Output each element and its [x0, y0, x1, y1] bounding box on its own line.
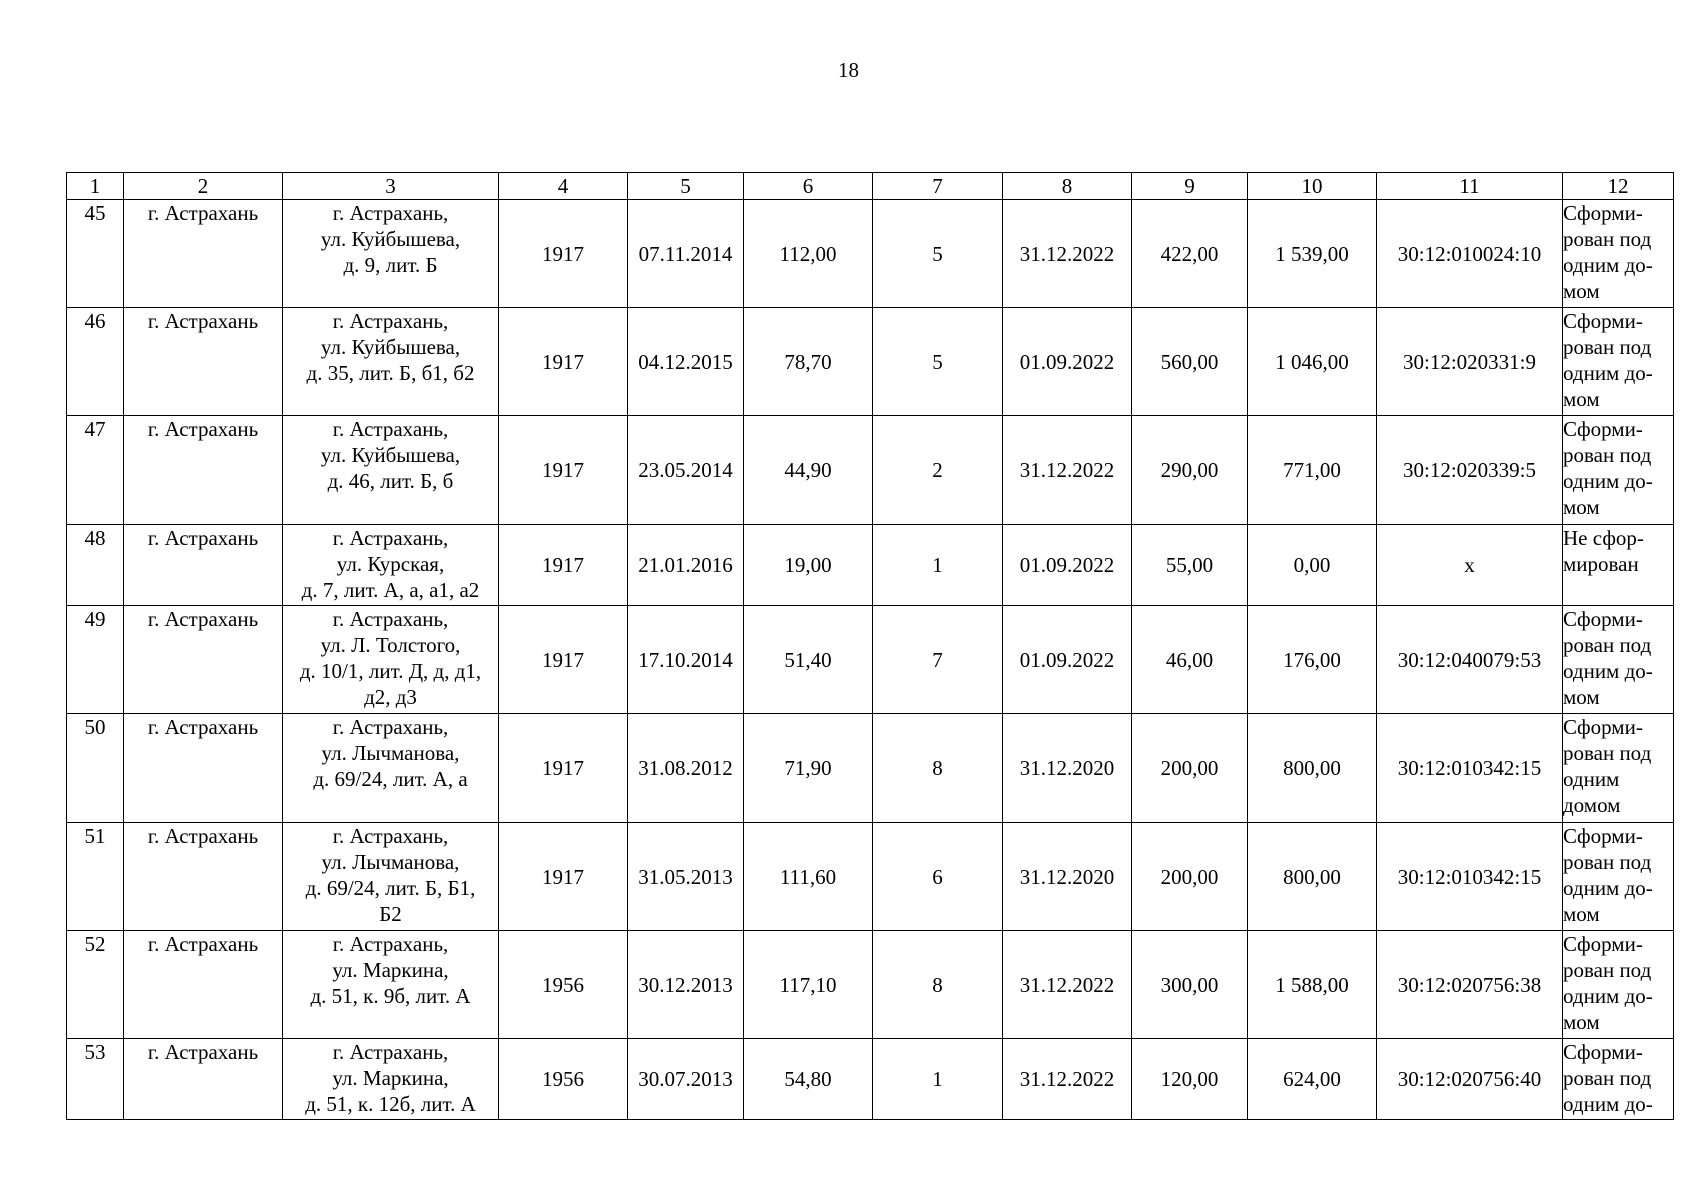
- cell-date: 31.08.2012: [628, 714, 744, 823]
- cell-row-number: 49: [67, 606, 124, 714]
- cell-area: 111,60: [744, 823, 873, 931]
- cell-note: Сформи- рован под одним до-: [1563, 1039, 1674, 1120]
- cell-address: [283, 525, 499, 606]
- cell-count: 5: [873, 200, 1003, 308]
- cell-note: Сформи- рован под одним до- мом: [1563, 308, 1674, 416]
- table-row: [67, 714, 1674, 823]
- cell-city: г. Астрахань: [124, 416, 283, 525]
- cell-cadastral-number: 30:12:020756:40: [1377, 1039, 1563, 1120]
- cell-year: 1956: [499, 931, 628, 1039]
- cell-column-10: 800,00: [1248, 714, 1377, 823]
- cell-row-number: 47: [67, 416, 124, 525]
- cell-column-9: 200,00: [1132, 823, 1248, 931]
- address-text: г. Астрахань, ул. Лычманова, д. 69/24, лит. А, а: [313, 715, 468, 791]
- cell-row-number: 53: [67, 1039, 124, 1120]
- cell-area: 112,00: [744, 200, 873, 308]
- column-header: 4: [499, 173, 628, 200]
- cell-deadline: 31.12.2020: [1003, 823, 1132, 931]
- cell-count: 5: [873, 308, 1003, 416]
- cell-deadline: 31.12.2020: [1003, 714, 1132, 823]
- column-header: 7: [873, 173, 1003, 200]
- table-row: [67, 606, 1674, 714]
- cell-cadastral-number: 30:12:010024:10: [1377, 200, 1563, 308]
- cell-year: 1917: [499, 200, 628, 308]
- cell-date: 30.07.2013: [628, 1039, 744, 1120]
- cell-cadastral-number: 30:12:020331:9: [1377, 308, 1563, 416]
- address-text: г. Астрахань, ул. Лычманова, д. 69/24, лит. Б, Б1, Б2: [305, 824, 476, 926]
- cell-city: г. Астрахань: [124, 308, 283, 416]
- address-text: г. Астрахань, ул. Л. Толстого, д. 10/1, лит. Д, д, д1, д2, д3: [299, 607, 482, 709]
- cell-count: 1: [873, 525, 1003, 606]
- cell-deadline: 31.12.2022: [1003, 416, 1132, 525]
- cell-column-10: 1 539,00: [1248, 200, 1377, 308]
- housing-registry-table: [66, 172, 1674, 1120]
- cell-cadastral-number: 30:12:040079:53: [1377, 606, 1563, 714]
- cell-column-10: 1 588,00: [1248, 931, 1377, 1039]
- cell-count: 8: [873, 931, 1003, 1039]
- table-row: [67, 200, 1674, 308]
- column-header: 6: [744, 173, 873, 200]
- column-header: 5: [628, 173, 744, 200]
- cell-address: [283, 606, 499, 714]
- cell-column-10: 800,00: [1248, 823, 1377, 931]
- table-row: [67, 416, 1674, 525]
- cell-address: [283, 200, 499, 308]
- table-row: [67, 823, 1674, 931]
- address-text: г. Астрахань, ул. Курская, д. 7, лит. А, а, а1, а2: [301, 526, 480, 602]
- cell-column-10: 0,00: [1248, 525, 1377, 606]
- cell-city: г. Астрахань: [124, 931, 283, 1039]
- cell-column-10: 771,00: [1248, 416, 1377, 525]
- column-header: 1: [67, 173, 124, 200]
- address-text: г. Астрахань, ул. Маркина, д. 51, к. 9б, лит. А: [310, 932, 471, 1008]
- cell-city: г. Астрахань: [124, 823, 283, 931]
- cell-deadline: 01.09.2022: [1003, 308, 1132, 416]
- column-header: 11: [1377, 173, 1563, 200]
- page-number: 18: [838, 58, 859, 82]
- cell-date: 07.11.2014: [628, 200, 744, 308]
- cell-cadastral-number: 30:12:010342:15: [1377, 714, 1563, 823]
- cell-column-10: 176,00: [1248, 606, 1377, 714]
- column-header: 2: [124, 173, 283, 200]
- cell-city: г. Астрахань: [124, 714, 283, 823]
- table-row: [67, 931, 1674, 1039]
- cell-deadline: 01.09.2022: [1003, 525, 1132, 606]
- cell-date: 31.05.2013: [628, 823, 744, 931]
- cell-date: 30.12.2013: [628, 931, 744, 1039]
- cell-column-9: 120,00: [1132, 1039, 1248, 1120]
- cell-date: 17.10.2014: [628, 606, 744, 714]
- column-header: 10: [1248, 173, 1377, 200]
- cell-note: Сформи- рован под одним до- мом: [1563, 823, 1674, 931]
- column-header: 3: [283, 173, 499, 200]
- cell-area: 44,90: [744, 416, 873, 525]
- cell-deadline: 31.12.2022: [1003, 200, 1132, 308]
- cell-column-9: 560,00: [1132, 308, 1248, 416]
- cell-city: г. Астрахань: [124, 1039, 283, 1120]
- cell-count: 7: [873, 606, 1003, 714]
- cell-area: 54,80: [744, 1039, 873, 1120]
- cell-area: 71,90: [744, 714, 873, 823]
- cell-column-9: 200,00: [1132, 714, 1248, 823]
- address-text: г. Астрахань, ул. Куйбышева, д. 46, лит. Б, б: [320, 417, 461, 493]
- address-text: г. Астрахань, ул. Куйбышева, д. 9, лит. Б: [320, 201, 461, 277]
- cell-cadastral-number: 30:12:010342:15: [1377, 823, 1563, 931]
- cell-row-number: 45: [67, 200, 124, 308]
- cell-count: 6: [873, 823, 1003, 931]
- cell-deadline: 31.12.2022: [1003, 1039, 1132, 1120]
- cell-count: 8: [873, 714, 1003, 823]
- cell-address: [283, 308, 499, 416]
- cell-row-number: 46: [67, 308, 124, 416]
- cell-year: 1917: [499, 606, 628, 714]
- cell-city: г. Астрахань: [124, 606, 283, 714]
- cell-column-10: 1 046,00: [1248, 308, 1377, 416]
- cell-year: 1917: [499, 416, 628, 525]
- cell-count: 1: [873, 1039, 1003, 1120]
- cell-address: [283, 714, 499, 823]
- cell-city: г. Астрахань: [124, 525, 283, 606]
- column-header: 9: [1132, 173, 1248, 200]
- cell-year: 1956: [499, 1039, 628, 1120]
- cell-city: г. Астрахань: [124, 200, 283, 308]
- cell-year: 1917: [499, 525, 628, 606]
- cell-column-9: 290,00: [1132, 416, 1248, 525]
- table-row: [67, 308, 1674, 416]
- cell-column-9: 55,00: [1132, 525, 1248, 606]
- address-text: г. Астрахань, ул. Куйбышева, д. 35, лит. Б, б1, б2: [306, 309, 475, 385]
- column-header: 12: [1563, 173, 1674, 200]
- table-row: [67, 1039, 1674, 1120]
- cell-count: 2: [873, 416, 1003, 525]
- cell-date: 04.12.2015: [628, 308, 744, 416]
- cell-area: 78,70: [744, 308, 873, 416]
- table-body: [67, 200, 1674, 1120]
- cell-row-number: 48: [67, 525, 124, 606]
- cell-date: 21.01.2016: [628, 525, 744, 606]
- cell-note: Сформи- рован под одним домом: [1563, 714, 1674, 823]
- cell-cadastral-number: х: [1377, 525, 1563, 606]
- cell-column-9: 46,00: [1132, 606, 1248, 714]
- cell-address: [283, 931, 499, 1039]
- cell-column-10: 624,00: [1248, 1039, 1377, 1120]
- cell-column-9: 422,00: [1132, 200, 1248, 308]
- cell-area: 51,40: [744, 606, 873, 714]
- cell-address: [283, 823, 499, 931]
- header-row: [67, 173, 1674, 200]
- cell-year: 1917: [499, 714, 628, 823]
- cell-date: 23.05.2014: [628, 416, 744, 525]
- cell-note: Сформи- рован под одним до- мом: [1563, 200, 1674, 308]
- cell-note: Не сфор- мирован: [1563, 525, 1674, 606]
- cell-cadastral-number: 30:12:020756:38: [1377, 931, 1563, 1039]
- cell-address: [283, 1039, 499, 1120]
- cell-area: 19,00: [744, 525, 873, 606]
- cell-note: Сформи- рован под одним до- мом: [1563, 416, 1674, 525]
- cell-area: 117,10: [744, 931, 873, 1039]
- cell-row-number: 52: [67, 931, 124, 1039]
- cell-address: [283, 416, 499, 525]
- cell-deadline: 31.12.2022: [1003, 931, 1132, 1039]
- address-text: г. Астрахань, ул. Маркина, д. 51, к. 12б, лит. А: [305, 1040, 476, 1116]
- cell-deadline: 01.09.2022: [1003, 606, 1132, 714]
- cell-year: 1917: [499, 823, 628, 931]
- cell-note: Сформи- рован под одним до- мом: [1563, 606, 1674, 714]
- column-header: 8: [1003, 173, 1132, 200]
- cell-year: 1917: [499, 308, 628, 416]
- cell-column-9: 300,00: [1132, 931, 1248, 1039]
- cell-note: Сформи- рован под одним до- мом: [1563, 931, 1674, 1039]
- cell-cadastral-number: 30:12:020339:5: [1377, 416, 1563, 525]
- cell-row-number: 51: [67, 823, 124, 931]
- table-row: [67, 525, 1674, 606]
- cell-row-number: 50: [67, 714, 124, 823]
